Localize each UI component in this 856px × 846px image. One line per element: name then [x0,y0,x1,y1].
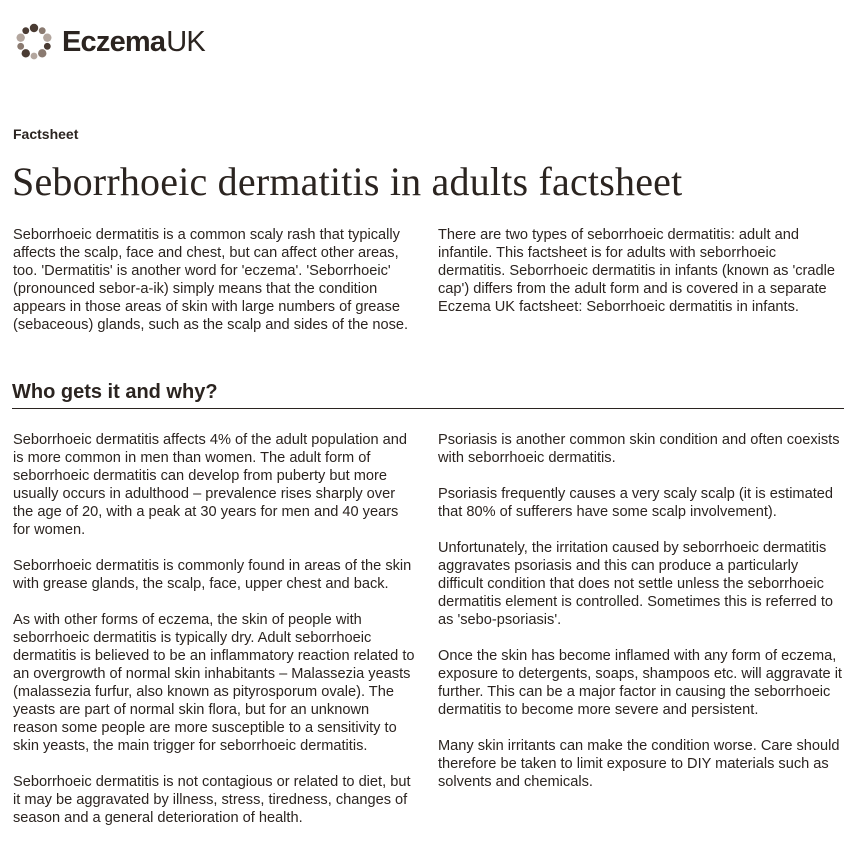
section-left-paragraph: As with other forms of eczema, the skin of people with seborrhoeic dermatitis is typically dry. Adult seborrhoeic dermatitis is believed to be an inflammatory reaction related to an overgrowth of normal skin inhabitants – Malassezia yeasts (malassezia furfur, also known as pityrosporum ovale). The yeasts are part of normal skin flora, but for an unknown reason some people are more susceptible to a sensitivity to skin yeasts, the main trigger for seborrhoeic dermatitis. [13,612,415,754]
logo-dot [22,27,29,34]
section-heading: Who gets it and why? [12,381,218,403]
eczema-uk-logo[interactable] [12,22,205,62]
section-left-paragraph: Seborrhoeic dermatitis is commonly found in areas of the skin with grease glands, the scalp, face, upper chest and back. [13,558,412,592]
logo-dot [16,33,24,41]
logo-dot [38,49,46,57]
logo-dot [22,49,30,57]
section-right-paragraph: Psoriasis is another common skin condition and often coexists with seborrhoeic dermatitis. [438,432,840,466]
document-type-label: Factsheet [13,126,79,142]
logo-wordmark-suffix: UK [166,25,205,58]
logo-wordmark [62,25,205,58]
logo-wordmark-main: Eczema [62,25,166,58]
section-right-column [438,431,842,809]
intro-right-paragraph: There are two types of seborrhoeic dermatitis: adult and infantile. This factsheet is for adults with seborrhoeic dermatitis. Seborrhoeic dermatitis in infants (known as 'cradle cap') differs from the adult form and is covered in a separate Eczema UK factsheet: Seborrhoeic dermatitis in infants. [438,227,835,315]
logo-dot [31,53,38,60]
section-right-paragraph: Once the skin has become inflamed with any form of eczema, exposure to detergents, soaps, shampoos etc. will aggravate it further. This can be a major factor in causing the seborrhoeic dermatitis to become more severe and persistent. [438,648,842,718]
section-left-column [13,431,417,845]
section-divider [12,408,844,409]
page-title: Seborrhoeic dermatitis in adults factsheet [12,159,683,204]
intro-left-column [13,226,417,352]
intro-left-paragraph: Seborrhoeic dermatitis is a common scaly rash that typically affects the scalp, face and chest, but can affect other areas, too. 'Dermatitis' is another word for 'eczema'. 'Seborrhoeic' (pronounced sebor-a-ik) simply means that the condition appears in those areas of skin with large numbers of grease (sebaceous) glands, such as the scalp and sides of the nose. [13,227,409,333]
section-right-paragraph: Many skin irritants can make the condition worse. Care should therefore be taken to limit exposure to DIY materials such as solvents and chemicals. [438,738,840,790]
logo-dot [43,33,51,41]
section-right-paragraph: Unfortunately, the irritation caused by seborrhoeic dermatitis aggravates psoriasis and this can produce a particularly difficult condition that does not settle unless the seborrhoeic dermatitis element is controlled. Sometimes this is referred to as 'sebo-psoriasis'. [438,540,833,628]
logo-dot [17,43,24,50]
logo-dot [30,24,38,32]
eczema-uk-logo-icon [12,20,56,64]
logo-dot [44,43,51,50]
section-right-paragraph: Psoriasis frequently causes a very scaly scalp (it is estimated that 80% of sufferers have some scalp involvement). [438,486,833,520]
section-left-paragraph: Seborrhoeic dermatitis is not contagious or related to diet, but it may be aggravated by illness, stress, tiredness, changes of season and a general deterioration of health. [13,774,411,826]
intro-right-column [438,226,842,334]
logo-dot [39,27,46,34]
section-left-paragraph: Seborrhoeic dermatitis affects 4% of the adult population and is more common in men than women. The adult form of seborrhoeic dermatitis can develop from puberty but more usually occurs in adulthood – prevalence rises sharply over the age of 20, with a peak at 30 years for men and 40 years for women. [13,432,408,538]
